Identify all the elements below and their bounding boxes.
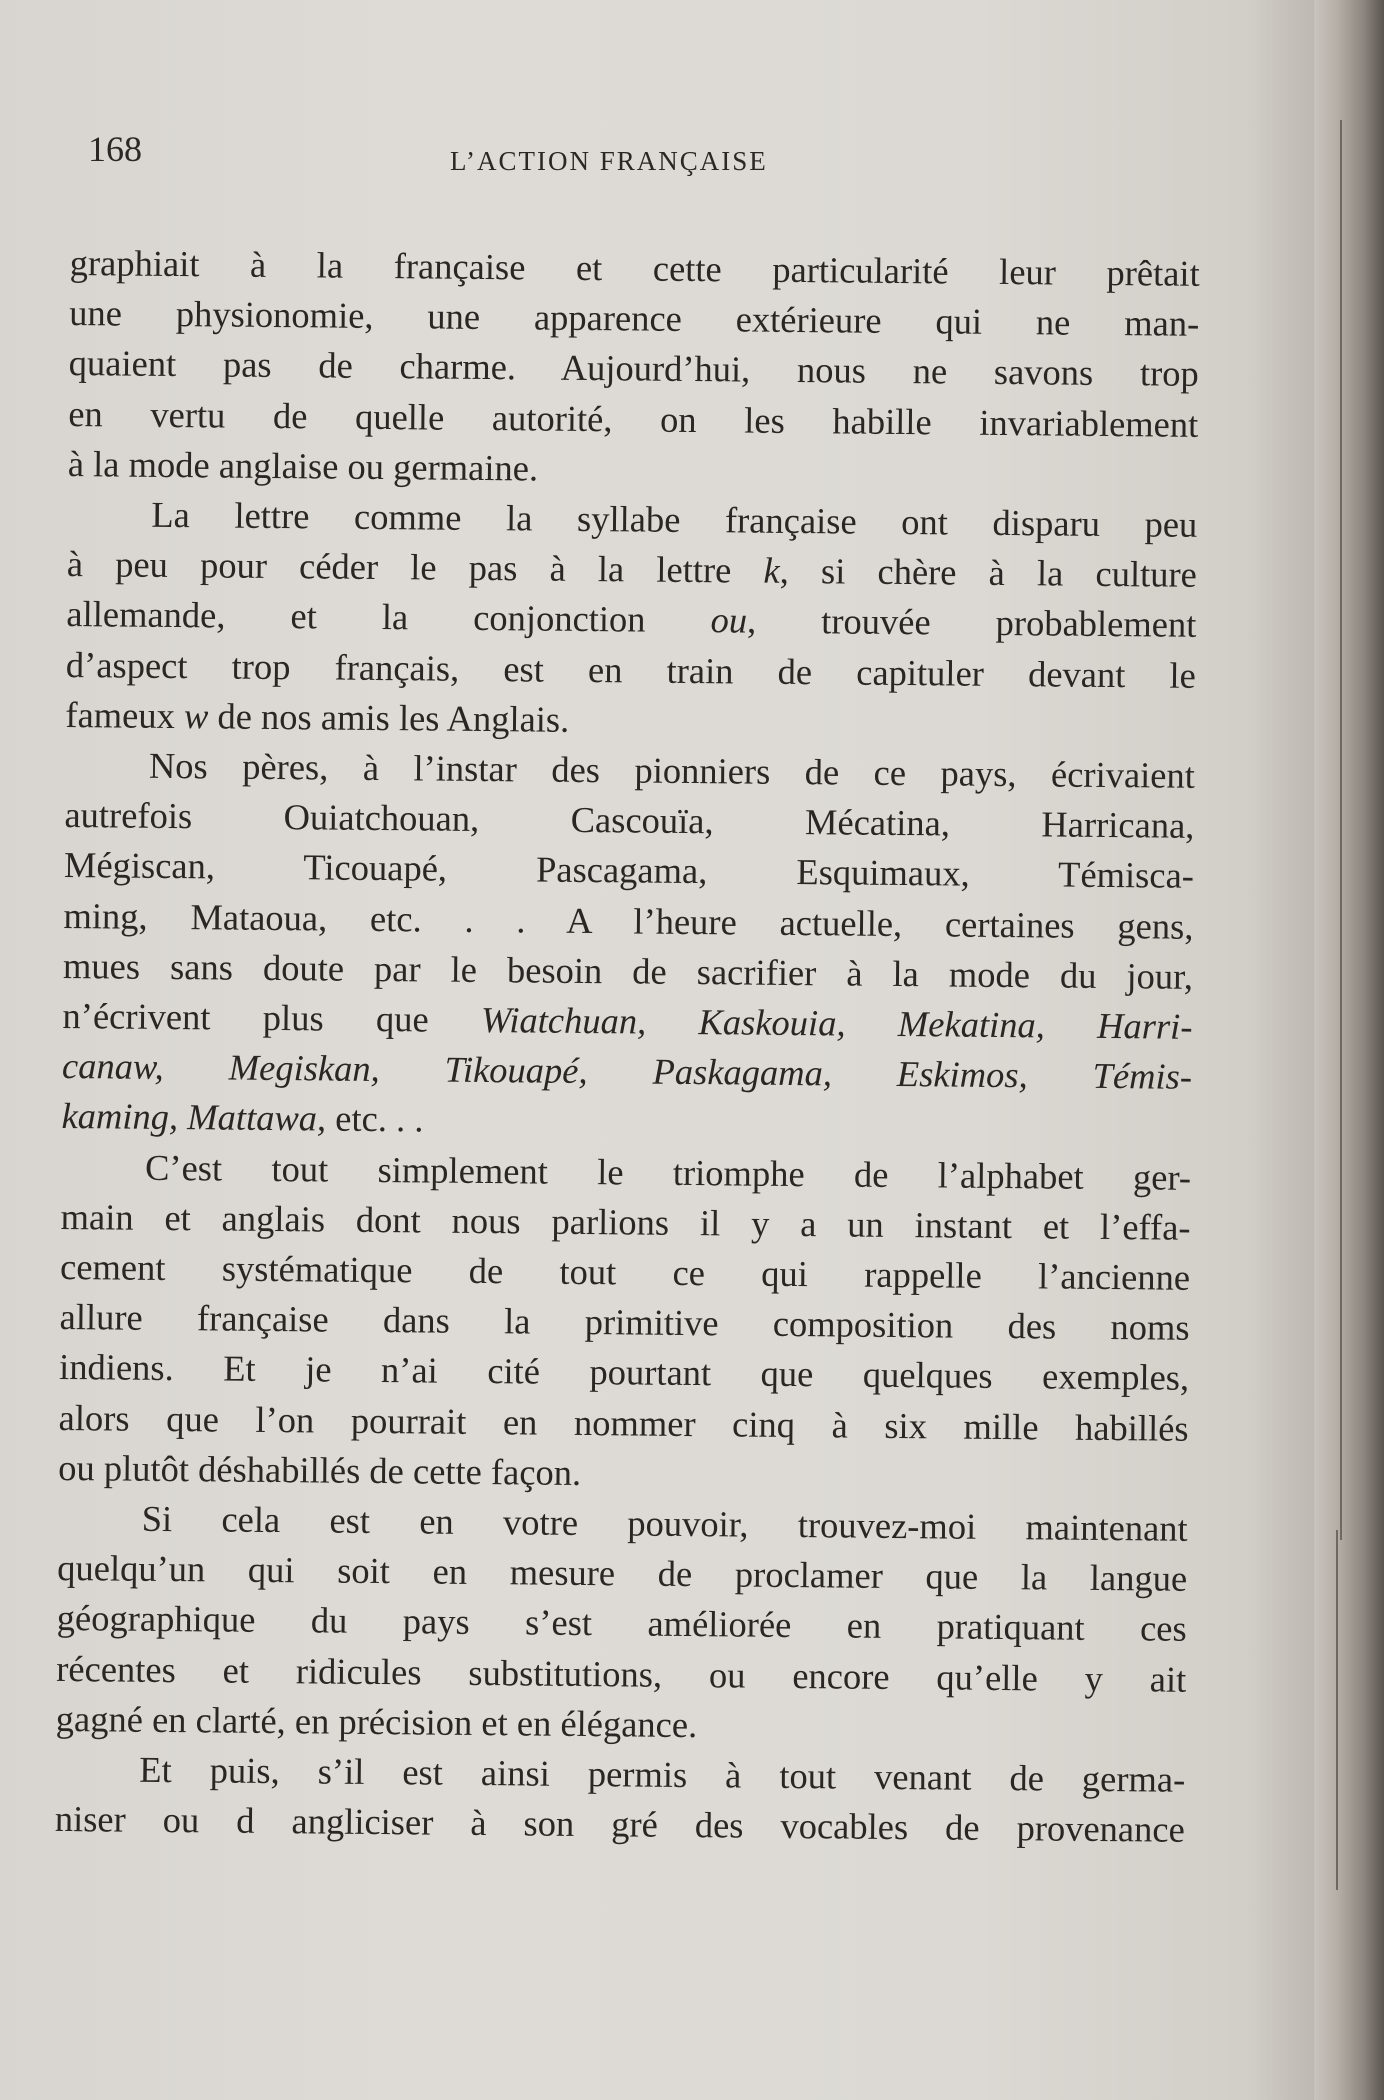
text-line-italic: canaw, Megiskan, Tikouapé, Paskagama, Eskimos, Témis- [61, 1045, 1193, 1098]
page-gutter [1314, 0, 1384, 2100]
text-line: niser ou d angliciser à son gré des vocables de provenance [54, 1798, 1185, 1851]
text-line: Mégiscan, Ticouapé, Pascagama, Esquimaux, Témisca- [63, 844, 1195, 897]
paragraph-2 [65, 489, 1197, 751]
text-run: à peu pour céder le pas à la lettre [66, 543, 764, 591]
text-line: en vertu de quelle autorité, on les habille invariablement [68, 392, 1199, 445]
body-text [55, 238, 1200, 1855]
italic-names: kaming, Mattawa, [61, 1095, 327, 1139]
text-line: récentes et ridicules substitutions, ou encore qu’elle y ait [56, 1647, 1187, 1700]
text-line: allure française dans la primitive composition des noms [59, 1296, 1190, 1349]
text-line: une physionomie, une apparence extérieure qui ne man- [69, 292, 1200, 345]
text-line: à la mode anglaise ou germaine. [67, 442, 539, 489]
page-edge-line [1336, 1530, 1338, 1890]
running-head [88, 128, 1198, 178]
text-line: ming, Mataoua, etc. . . A l’heure actuelle, certaines gens, [63, 894, 1194, 947]
text-line: C’est tout simplement le triomphe de l’alphabet ger- [144, 1146, 1192, 1198]
text-run: n’écrivent plus que [62, 995, 482, 1041]
text-line: quaient pas de charme. Aujourd’hui, nous ne savons trop [68, 342, 1199, 395]
text-run: allemande, et la conjonction [66, 593, 711, 641]
italic-word-ou: ou [710, 599, 748, 641]
text-line: gagné en clarté, en précision et en élégance. [55, 1697, 698, 1745]
text-line: Nos pères, à l’instar des pionniers de ce pays, écrivaient [148, 744, 1196, 796]
paragraph-4 [58, 1142, 1191, 1504]
text-line: graphiait à la française et cette particularité leur prêtait [69, 241, 1200, 294]
paragraph-1 [68, 238, 1200, 500]
paragraph-5 [56, 1493, 1188, 1755]
text-line: indiens. Et je n’ai cité pourtant que quelques exemples, [58, 1346, 1190, 1399]
text-run: , si chère à la culture [779, 550, 1198, 596]
text-line: ou plutôt déshabillés de cette façon. [58, 1446, 582, 1493]
text-line: main et anglais dont nous parlions il y a un instant et l’effa- [60, 1195, 1191, 1248]
text-line: cement systématique de tout ce qui rappelle l’ancienne [59, 1246, 1191, 1298]
text-line: La lettre comme la syllabe française ont disparu peu [151, 493, 1198, 545]
text-line: quelqu’un qui soit en mesure de proclamer que la langue [57, 1547, 1188, 1600]
text-run: fameux [65, 693, 185, 736]
text-line: Et puis, s’il est ainsi permis à tout venant de germa- [139, 1748, 1186, 1800]
page-edge-line [1340, 120, 1342, 1540]
text-run: , trouvée probablement [746, 599, 1197, 646]
text-line: d’aspect trop français, est en train de capituler devant le [65, 643, 1197, 696]
text-line: Si cela est en votre pouvoir, trouvez-moi maintenant [141, 1497, 1188, 1549]
paragraph-3 [61, 740, 1195, 1152]
text-run: etc. . . [325, 1097, 424, 1140]
italic-names: Wiatchuan, Kaskouia, Mekatina, Harri- [480, 999, 1193, 1047]
page-number: 168 [88, 129, 142, 169]
italic-letter-k: k [763, 549, 780, 592]
text-run: de nos amis les Anglais. [208, 695, 570, 740]
journal-title: L’ACTION FRANÇAISE [450, 146, 768, 176]
text-line: alors que l’on pourrait en nommer cinq à six mille habillés [58, 1396, 1189, 1449]
text-line: géographique du pays s’est améliorée en pratiquant ces [56, 1597, 1187, 1650]
text-line: mues sans doute par le besoin de sacrifier à la mode du jour, [62, 944, 1194, 997]
paragraph-6 [55, 1744, 1186, 1855]
italic-letter-w: w [183, 694, 209, 737]
text-line: autrefois Ouiatchouan, Cascouïa, Mécatina, Harricana, [64, 794, 1195, 847]
